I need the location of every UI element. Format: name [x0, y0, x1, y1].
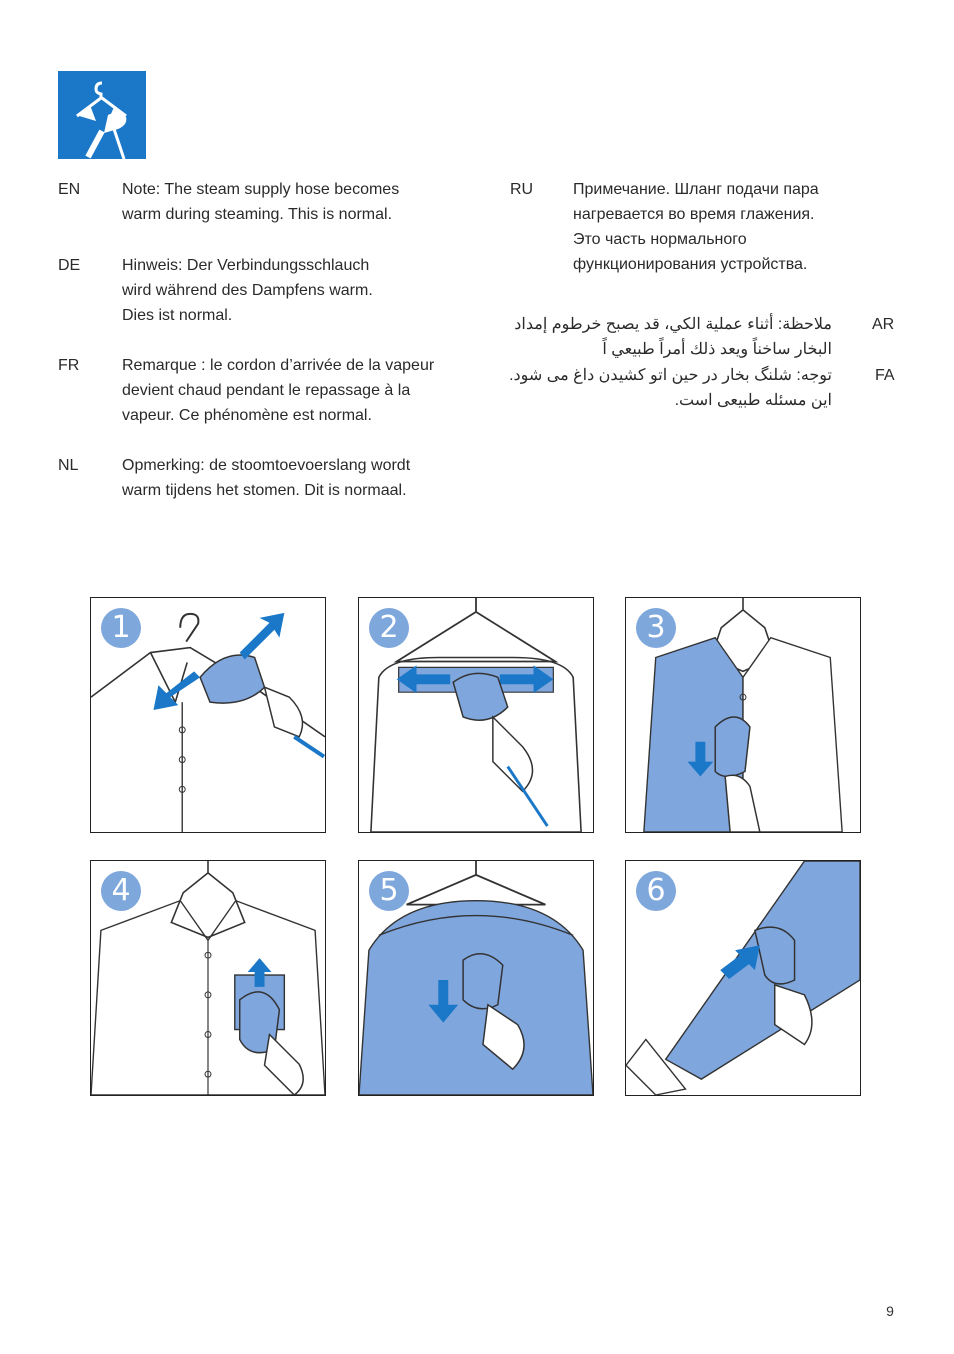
step-panel-1 — [90, 597, 326, 833]
note-text-fr: Remarque : le cordon d’arrivée de la vapeur devient chaud pendant le repassage à la vapeur. Ce phénomène est normal. — [122, 357, 435, 424]
lang-code-de: DE — [58, 257, 81, 274]
lang-code-ar: AR — [872, 316, 895, 333]
note-text-nl: Opmerking: de stoomtoevoerslang wordt warm tijdens het stomen. Dit is normaal. — [122, 457, 411, 499]
lang-code-fr: FR — [58, 357, 80, 374]
step-panel-6 — [625, 860, 861, 1096]
step-number-badge: 3 — [636, 608, 676, 648]
step-panel-4 — [90, 860, 326, 1096]
step-panel-5 — [358, 860, 594, 1096]
note-text-fa: توجه: شلنگ بخار در حین اتو کشیدن داغ می شود. این مسئله طبیعی است. — [509, 367, 832, 409]
step-panel-3 — [625, 597, 861, 833]
lang-code-nl: NL — [58, 457, 79, 474]
note-text-de: Hinweis: Der Verbindungsschlauch wird während des Dampfens warm. Dies ist normal. — [122, 257, 373, 324]
step-number-badge: 5 — [369, 871, 409, 911]
step-number-badge: 2 — [369, 608, 409, 648]
note-text-en: Note: The steam supply hose becomes warm during steaming. This is normal. — [122, 181, 400, 223]
step-number-badge: 1 — [101, 608, 141, 648]
step-number-badge: 4 — [101, 871, 141, 911]
lang-code-fa: FA — [875, 367, 895, 384]
step-panel-2 — [358, 597, 594, 833]
lang-code-ru: RU — [510, 181, 534, 198]
steamer-logo — [58, 71, 146, 159]
note-text-ru: Примечание. Шланг подачи пара нагревается во время глажения. Это часть нормального функционирования устройства. — [573, 181, 819, 273]
step-number-badge: 6 — [636, 871, 676, 911]
note-text-ar: ملاحظة: أثناء عملية الكي، قد يصبح خرطوم إمداد البخار ساخناً ويعد ذلك أمراً طبيعي اً — [514, 316, 832, 358]
page-number: 9 — [886, 1303, 894, 1319]
garment-steamer-icon — [58, 71, 146, 159]
lang-code-en: EN — [58, 181, 81, 198]
